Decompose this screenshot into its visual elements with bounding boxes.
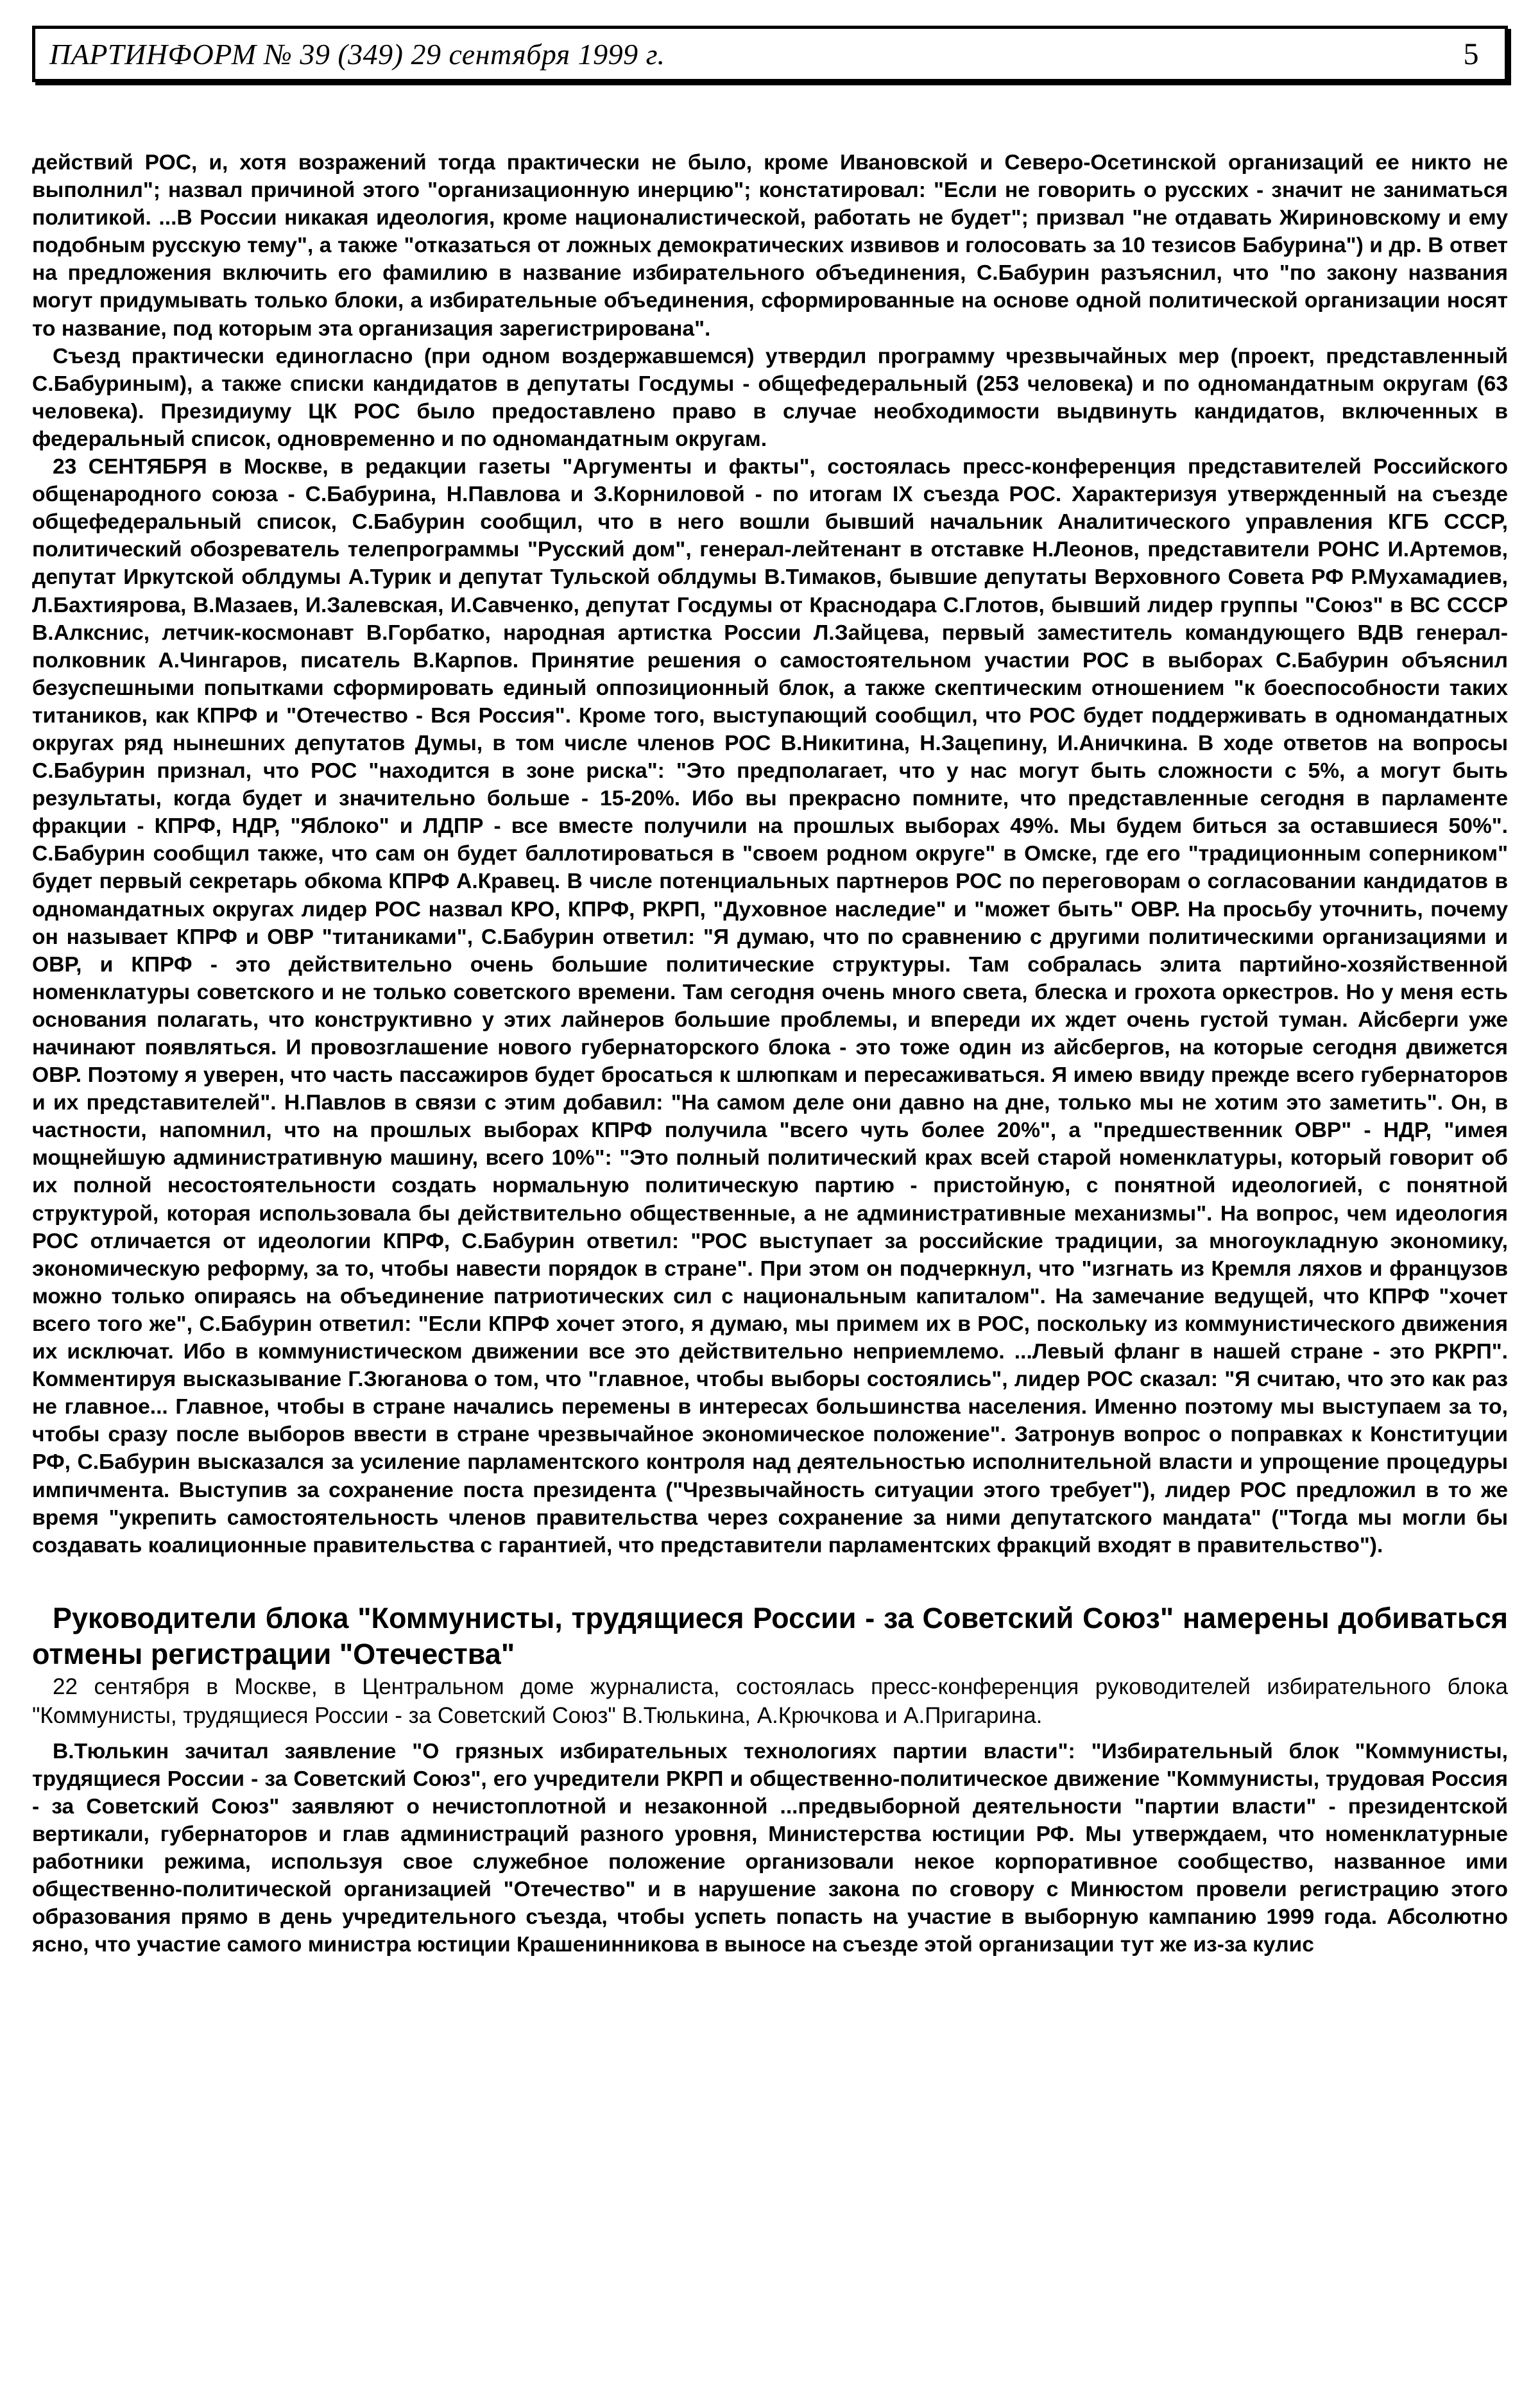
- paragraph: Съезд практически единогласно (при одном воздержавшемся) утвердил программу чрезвычайных мер (проект, представленный С.Бабуриным), а также списки кандидатов в депутаты Госдумы - общефедеральный (253 человека) и по одномандатным округам (63 человека). Президиуму ЦК РОС было предоставлено право в случае необходимости выдвинуть кандидатов, включенных в федеральный список, одновременно и по одномандатным округам.: [32, 344, 1508, 451]
- article-baburin-continuation: [32, 149, 1508, 1559]
- paragraph: В.Тюлькин зачитал заявление "О грязных избирательных технологиях партии власти": "Избирательный блок "Коммунисты, трудящиеся России - за Советский Союз", его учредители РКРП и общественно-политическое движение "Коммунисты, трудовая Россия - за Советский Союз" заявляют о нечистоплотной и незаконной ...предвыборной деятельности "партии власти" - президентской вертикали, губернаторов и глав администраций разного уровня, Министерства юстиции РФ. Мы утверждаем, что номенклатурные работники режима, используя свое служебное положение организовали некое корпоративное сообщество, названное ими общественно-политической организацией "Отечество" и в нарушение закона по сговору с Минюстом провели регистрацию этого образования прямо в день учредительного съезда, чтобы успеть попасть на участие в выборную кампанию 1999 года. Абсолютно ясно, что участие самого министра юстиции Крашенинникова в выносе на съезде этой организации тут же из-за кулис: [32, 1739, 1508, 1957]
- paragraph: действий РОС, и, хотя возражений тогда практически не было, кроме Ивановской и Северо-Осетинской организаций ее никто не выполнил"; назвал причиной этого "организационную инерцию"; констатировал: "Если не говорить о русских - значит не заниматься политикой. ...В России никакая идеология, кроме националистической, работать не будет"; призвал "не отдавать Жириновскому и ему подобным русскую тему", а также "отказаться от ложных демократических извивов и голосовать за 10 тезисов Бабурина") и др. В ответ на предложения включить его фамилию в название избирательного объединения, С.Бабурин разъяснил, что "по закону названия могут придумывать только блоки, а избирательные объединения, сформированные на основе одной политической организации носят то название, под которым эта организация зарегистрирована".: [32, 151, 1508, 341]
- article-lead: 22 сентября в Москве, в Центральном доме журналиста, состоялась пресс-конференция руководителей избирательного блока "Коммунисты, трудящиеся России - за Советский Союз" В.Тюлькина, А.Крючкова и А.Пригарина.: [32, 1674, 1508, 1728]
- article-headline: Руководители блока "Коммунисты, трудящиеся России - за Советский Союз" намерены добиваться отмены регистрации "Отечества": [32, 1601, 1508, 1670]
- paragraph: 23 СЕНТЯБРЯ в Москве, в редакции газеты "Аргументы и факты", состоялась пресс-конференция представителей Российского общенародного союза - С.Бабурина, Н.Павлова и З.Корниловой - по итогам IX съезда РОС. Характеризуя утвержденный на съезде общефедеральный список, С.Бабурин сообщил, что в него вошли бывший начальник Аналитического управления КГБ СССР, политический обозреватель телепрограммы "Русский дом", генерал-лейтенант в отставке Н.Леонов, представители РОНС И.Артемов, депутат Иркутской облдумы А.Турик и депутат Тульской облдумы В.Тимаков, бывшие депутаты Верховного Совета РФ Р.Мухамадиев, Л.Бахтиярова, В.Мазаев, И.Залевская, И.Савченко, депутат Госдумы от Краснодара С.Глотов, бывший лидер группы "Союз" в ВС СССР В.Алкснис, летчик-космонавт В.Горбатко, народная артистка России Л.Зайцева, первый заместитель командующего ВДВ генерал-полковник А.Чингаров, писатель В.Карпов. Принятие решения о самостоятельном участии РОС в выборах С.Бабурин объяснил безуспешными попытками сформировать единый оппозиционный блок, а также скептическим отношением "к боеспособности таких титаников, как КПРФ и "Отечество - Вся Россия". Кроме того, выступающий сообщил, что РОС будет поддерживать в одномандатных округах ряд нынешних депутатов Думы, в том числе членов РОС В.Никитина, Н.Зацепину, И.Аничкина. В ходе ответов на вопросы С.Бабурин признал, что РОС "находится в зоне риска": "Это предполагает, что у нас могут быть сложности с 5%, а могут быть результаты, когда будет и значительно больше - 15-20%. Ибо вы прекрасно помните, что представленные сегодня в парламенте фракции - КПРФ, НДР, "Яблоко" и ЛДПР - все вместе получили на прошлых выборах 49%. Мы будем биться за оставшиеся 50%". С.Бабурин сообщил также, что сам он будет баллотироваться в "своем родном округе" в Омске, где его "традиционным соперником" будет первый секретарь обкома КПРФ А.Кравец. В числе потенциальных партнеров РОС по переговорам о согласовании кандидатов в одномандатных округах лидер РОС назвал КРО, КПРФ, РКРП, "Духовное наследие" и "может быть" ОВР. На просьбу уточнить, почему он называет КПРФ и ОВР "титаниками", С.Бабурин ответил: "Я думаю, что по сравнению с другими политическими организациями и ОВР, и КПРФ - это действительно очень большие политические структуры. Там собралась элита партийно-хозяйственной номенклатуры советского и не только советского времени. Там сегодня очень много света, блеска и грохота оркестров. Но у меня есть основания полагать, что конструктивно у этих лайнеров большие проблемы, и впереди их ждет очень густой туман. Айсберги уже начинают появляться. И провозглашение нового губернаторского блока - это тоже один из айсбергов, на которые сегодня движется ОВР. Поэтому я уверен, что часть пассажиров будет бросаться к шлюпкам и пересаживаться. Я имею ввиду прежде всего губернаторов и их представителей". Н.Павлов в связи с этим добавил: "На самом деле они давно на дне, только мы не хотим это заметить". Он, в частности, напомнил, что на прошлых выборах КПРФ получила "всего чуть более 20%", а "предшественник ОВР" - НДР, "имея мощнейшую административную машину, всего 10%": "Это полный политический крах всей старой номенклатуры, который говорит об их полной несостоятельности создать нормальную политическую партию - пристойную, с понятной идеологией, с понятной структурой, которая использовала бы действительно общественные, а не административные механизмы". На вопрос, чем идеология РОС отличается от идеологии КПРФ, С.Бабурин ответил: "РОС выступает за российские традиции, за многоукладную экономику, экономическую реформу, за то, чтобы навести порядок в стране". При этом он подчеркнул, что "изгнать из Кремля ляхов и французов можно только опираясь на объединение патриотических сил с национальным капиталом". На замечание ведущей, что КПРФ "хочет всего того же", С.Бабурин ответил: "Если КПРФ хочет этого, я думаю, мы примем их в РОС, поскольку из коммунистического движения их исключат. Ибо в коммунистическом движении все это действительно неприемлемо. ...Левый фланг в нашей стране - это РКРП". Комментируя высказывание Г.Зюганова о том, что "главное, чтобы выборы состоялись", лидер РОС сказал: "Я считаю, что это как раз не главное... Главное, чтобы в стране начались перемены в интересах большинства населения. Именно поэтому мы выступаем за то, чтобы сразу после выборов ввести в стране чрезвычайное экономическое положение". Затронув вопрос о поправках к Конституции РФ, С.Бабурин высказался за усиление парламентского контроля над деятельностью исполнительной власти и упрощение процедуры импичмента. Выступив за сохранение поста президента ("Чрезвычайность ситуации этого требует"), лидер РОС предложил в то же время "укрепить самостоятельность членов правительства через сохранение за ними депутатского мандата" ("Тогда мы могли бы создавать коалиционные правительства с гарантией, что представители парламентских фракций входят в правительство").: [32, 455, 1508, 1557]
- publication-title: ПАРТИНФОРМ № 39 (349) 29 сентября 1999 г.: [49, 37, 665, 71]
- page-header: [32, 26, 1508, 82]
- page-number: 5: [1463, 37, 1479, 71]
- newspaper-page: [32, 26, 1508, 1959]
- article-communists-block: [32, 1738, 1508, 1959]
